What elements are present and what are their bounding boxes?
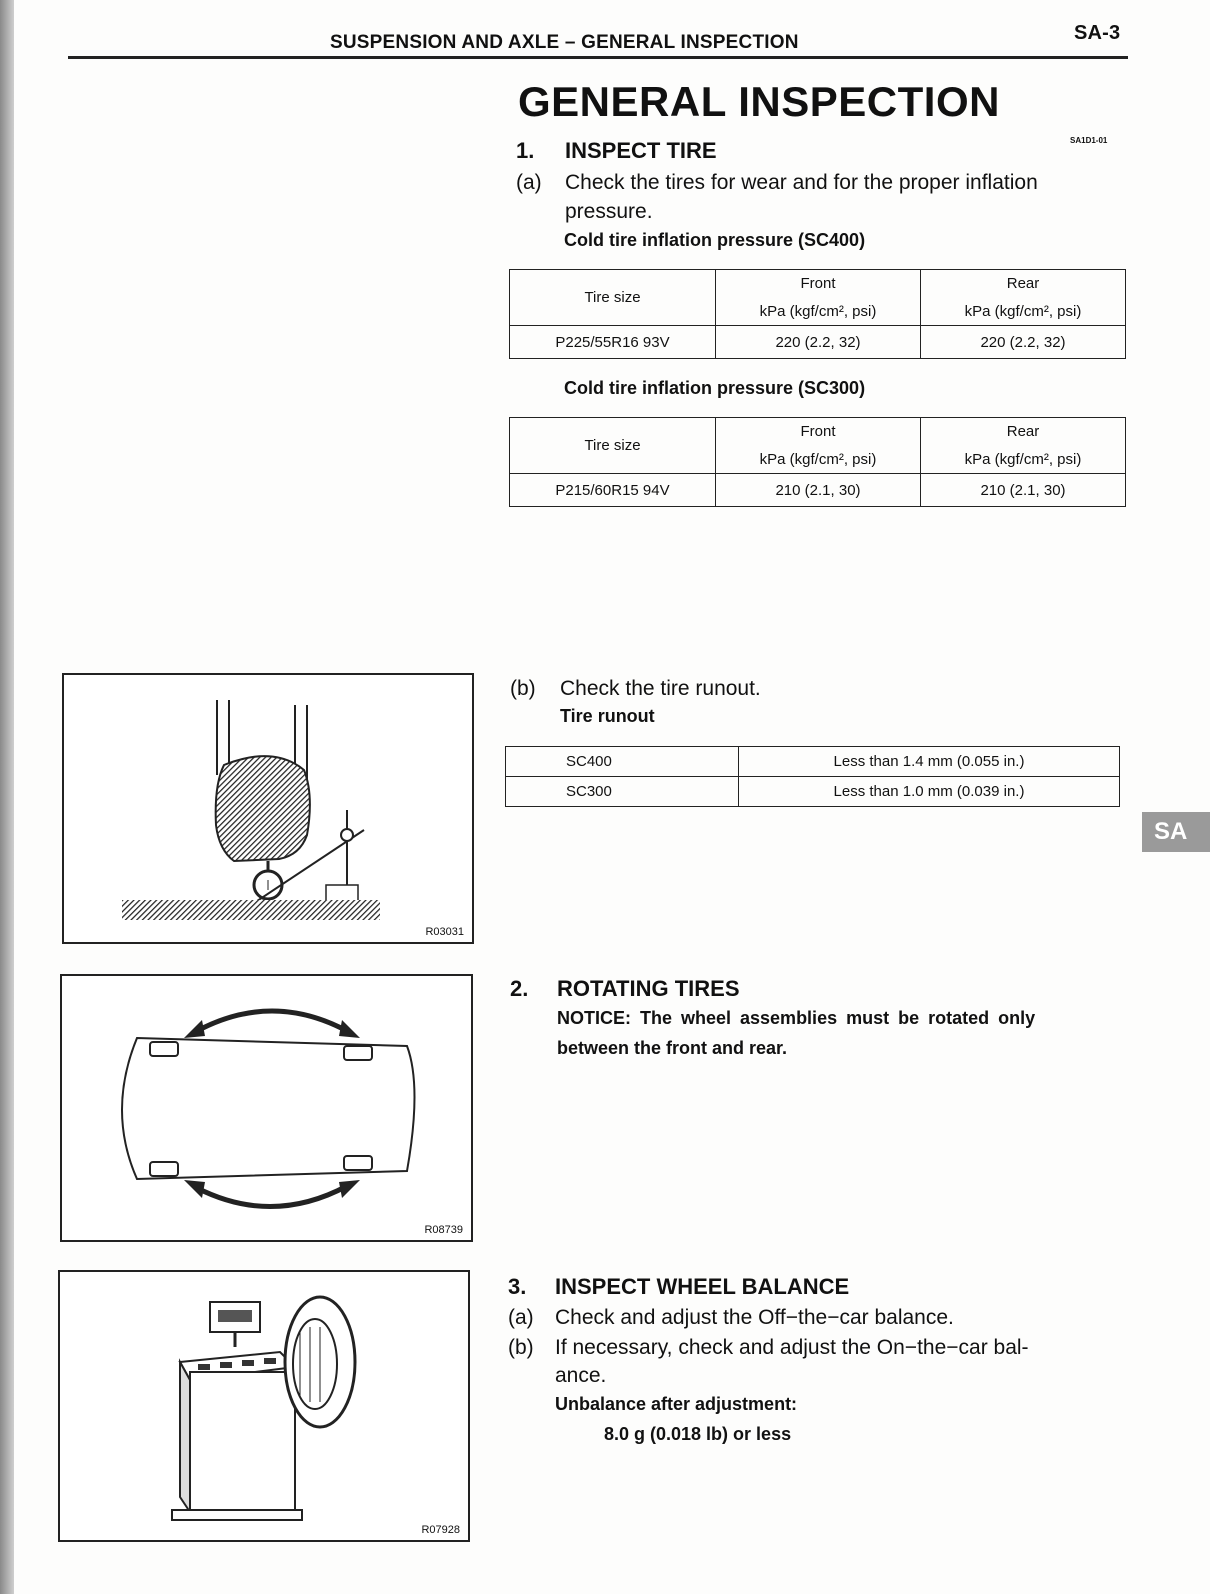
page-number: SA-3 — [1074, 22, 1121, 44]
col-tire-size: Tire size — [510, 418, 716, 474]
runout-caption: Tire runout — [560, 706, 655, 726]
col-rear: Rear — [921, 418, 1126, 446]
step1-a-label: (a) — [516, 171, 542, 194]
section-tab: SA — [1142, 812, 1210, 852]
table1-caption: Cold tire inflation pressure (SC400) — [564, 230, 866, 250]
step1-heading: INSPECT TIRE — [565, 138, 717, 163]
figure-wheel-balancer — [58, 1270, 470, 1542]
front-value: 210 (2.1, 30) — [716, 474, 921, 507]
doc-code: SA1D1-01 — [1070, 136, 1108, 145]
model: SC300 — [506, 777, 739, 807]
rear-value: 210 (2.1, 30) — [921, 474, 1126, 507]
inflation-table-sc400 — [509, 269, 1126, 359]
step3-b-label: (b) — [508, 1336, 534, 1359]
step3-b-text: If necessary, check and adjust the On−the−car bal- — [555, 1336, 1029, 1359]
figure-id: R07928 — [421, 1524, 460, 1536]
col-front: Front — [716, 418, 921, 446]
step3-b-text-2: ance. — [555, 1364, 607, 1387]
col-rear: Rear — [921, 270, 1126, 298]
figure-rotating-tires — [60, 974, 473, 1242]
step3-a-text: Check and adjust the Off−the−car balance. — [555, 1306, 954, 1329]
header-rule — [68, 56, 1128, 59]
tire-rotation-illustration — [62, 976, 471, 1240]
step2-number: 2. — [510, 976, 529, 1001]
runout-table — [505, 746, 1120, 807]
front-unit: kPa (kgf/cm², psi) — [716, 298, 921, 326]
table-row — [506, 777, 1120, 807]
step1-a-text-2: pressure. — [565, 200, 653, 223]
step2-heading: ROTATING TIRES — [557, 976, 740, 1001]
rear-unit: kPa (kgf/cm², psi) — [921, 298, 1126, 326]
step1-number: 1. — [516, 138, 535, 163]
tire-runout-illustration — [64, 675, 472, 942]
step2-notice: NOTICE: The wheel assemblies must be rotated only — [557, 1008, 1036, 1028]
runout-value: Less than 1.0 mm (0.039 in.) — [739, 777, 1120, 807]
col-front: Front — [716, 270, 921, 298]
rear-unit: kPa (kgf/cm², psi) — [921, 446, 1126, 474]
col-tire-size: Tire size — [510, 270, 716, 326]
running-title: SUSPENSION AND AXLE – GENERAL INSPECTION — [330, 32, 799, 53]
step3-number: 3. — [508, 1274, 527, 1299]
figure-tire-runout — [62, 673, 474, 944]
step1-b-text: Check the tire runout. — [560, 677, 761, 700]
wheel-balancer-illustration — [60, 1272, 468, 1540]
figure-id: R08739 — [424, 1224, 463, 1236]
tire-size-value: P225/55R16 93V — [510, 326, 716, 359]
model: SC400 — [506, 747, 739, 777]
step1-a-text: Check the tires for wear and for the proper inflation — [565, 171, 1038, 194]
rear-value: 220 (2.2, 32) — [921, 326, 1126, 359]
table-row — [506, 747, 1120, 777]
runout-value: Less than 1.4 mm (0.055 in.) — [739, 747, 1120, 777]
scan-edge — [0, 0, 14, 1594]
figure-id: R03031 — [425, 926, 464, 938]
inflation-table-sc300 — [509, 417, 1126, 507]
page-title: GENERAL INSPECTION — [518, 78, 1000, 125]
step2-notice-2: between the front and rear. — [557, 1038, 788, 1058]
front-unit: kPa (kgf/cm², psi) — [716, 446, 921, 474]
tire-size-value: P215/60R15 94V — [510, 474, 716, 507]
spec-label: Unbalance after adjustment: — [555, 1394, 798, 1414]
front-value: 220 (2.2, 32) — [716, 326, 921, 359]
spec-value: 8.0 g (0.018 lb) or less — [604, 1424, 792, 1444]
step1-b-label: (b) — [510, 677, 536, 700]
table2-caption: Cold tire inflation pressure (SC300) — [564, 378, 866, 398]
step3-heading: INSPECT WHEEL BALANCE — [555, 1274, 850, 1299]
step3-a-label: (a) — [508, 1306, 534, 1329]
